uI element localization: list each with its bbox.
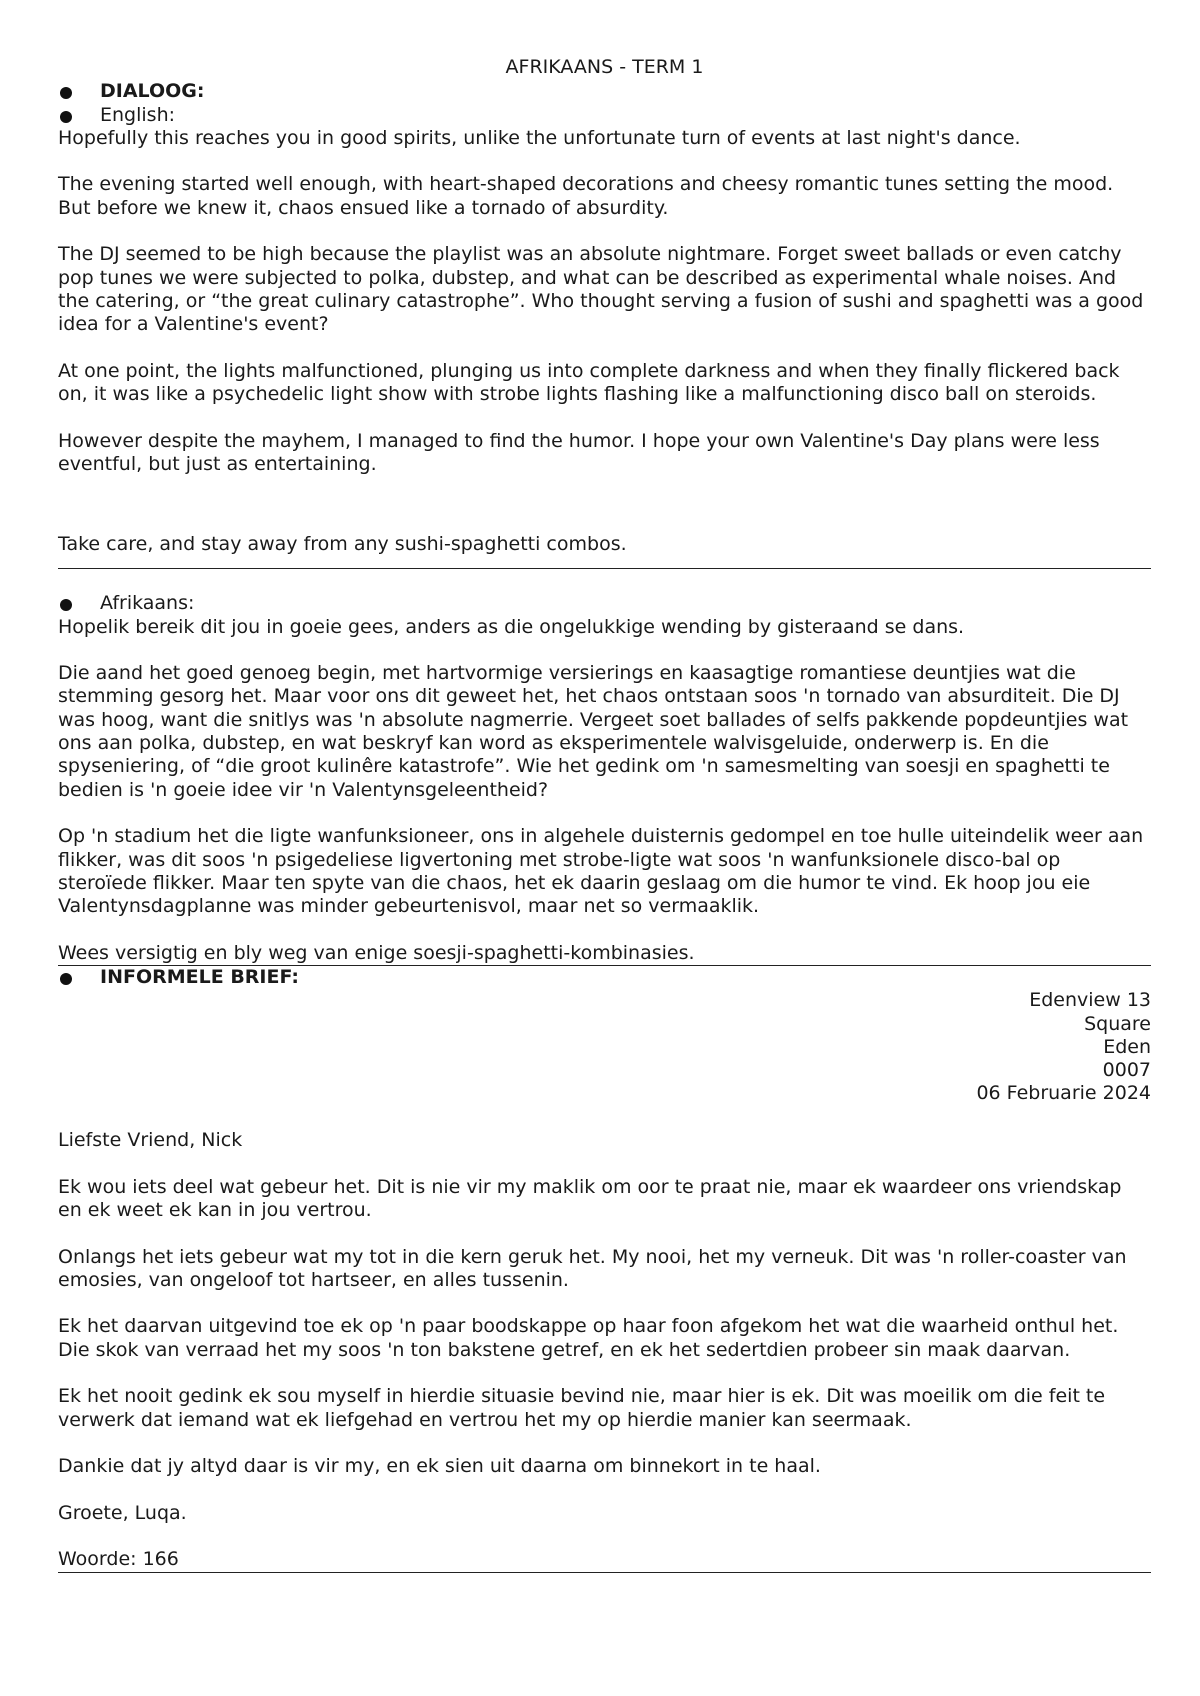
sender-address: [58, 989, 1151, 1105]
english-paragraph: The DJ seemed to be high because the playlist was an absolute nightmare. Forget sweet ballads or even catchy pop tunes we were subjected to polka, dubstep, and what can be described as experimental whale noises. And the catering, or “the great culinary catastrophe”. Who thought serving a fusion of sushi and spaghetti was a good idea for a Valentine's event?: [58, 243, 1144, 336]
dialogue-heading: DIALOOG:: [58, 80, 1151, 103]
bullet-icon: [60, 599, 72, 611]
address-line: Eden: [1103, 1035, 1151, 1058]
address-line: Edenview 13: [1029, 989, 1151, 1012]
afrikaans-label: Afrikaans:: [58, 592, 1151, 615]
afrikaans-paragraph: Hopelik bereik dit jou in goeie gees, anders as die ongelukkige wending by gisteraand se dans.: [58, 615, 965, 638]
bullet-icon: [60, 973, 72, 985]
letter-paragraph: Onlangs het iets gebeur wat my tot in die kern geruk het. My nooi, het my verneuk. Dit was 'n roller-coaster van emosies, van ongeloof tot hartseer, en alles tussenin.: [58, 1245, 1127, 1291]
english-closing: Take care, and stay away from any sushi-spaghetti combos.: [58, 532, 627, 555]
section-divider: [58, 556, 1151, 569]
letter-date: 06 Februarie 2024: [976, 1082, 1151, 1105]
letter-paragraph: Dankie dat jy altyd daar is vir my, en ek sien uit daarna om binnekort in te haal.: [58, 1455, 821, 1478]
letter-paragraph: Ek het nooit gedink ek sou myself in hierdie situasie bevind nie, maar hier is ek. Dit was moeilik om die feit te verwerk dat iemand wat ek liefgehad en vertrou het my op hierdie manier kan seermaak.: [58, 1385, 1106, 1431]
english-paragraph: At one point, the lights malfunctioned, plunging us into complete darkness and when they finally flickered back on, it was like a psychedelic light show with strobe lights flashing like a malfunctioning disco ball on steroids.: [58, 359, 1120, 406]
page-title: AFRIKAANS - TERM 1: [505, 56, 704, 78]
english-paragraph: The evening started well enough, with heart-shaped decorations and cheesy romantic tunes setting the mood. But before we knew it, chaos ensued like a tornado of absurdity.: [58, 173, 1114, 219]
address-line: Square: [1084, 1012, 1151, 1035]
letter-paragraph: Ek wou iets deel wat gebeur het. Dit is nie vir my maklik om oor te praat nie, maar ek waardeer ons vriendskap en ek weet ek kan in jou vertrou.: [58, 1175, 1122, 1221]
english-paragraph: However despite the mayhem, I managed to find the humor. I hope your own Valentine's Day plans were less eventful, but just as entertaining.: [58, 429, 1100, 476]
english-label: English:: [58, 104, 1151, 127]
letter-greeting: Liefste Vriend, Nick: [58, 1129, 243, 1152]
word-count: Woorde: 166: [58, 1548, 1151, 1572]
bullet-icon: [60, 87, 72, 99]
english-paragraph: Hopefully this reaches you in good spirits, unlike the unfortunate turn of events at last night's dance.: [58, 126, 1021, 149]
afrikaans-closing: Wees versigtig en bly weg van enige soesji-spaghetti-kombinasies.: [58, 942, 1151, 966]
bullet-icon: [60, 111, 72, 123]
letter-paragraph: Ek het daarvan uitgevind toe ek op 'n paar boodskappe op haar foon afgekom het wat die waarheid onthul het. Die skok van verraad het my soos 'n ton bakstene getref, en ek het sedertdien probeer sin maak daarvan.: [58, 1315, 1119, 1361]
afrikaans-paragraph: Die aand het goed genoeg begin, met hartvormige versierings en kaasagtige romantiese deuntjies wat die stemming gesorg het. Maar voor ons dit geweet het, het chaos ontstaan soos 'n tornado van absurditeit. Die DJ was hoog, want die snitlys was 'n absolute nagmerrie. Vergeet soet ballades of selfs pakkende popdeuntjies wat ons aan polka, dubstep, en wat beskryf kan word as eksperimentele walvisgeluide, onderwerp is. En die spyseniering, of “die groot kulinêre katastrofe”. Wie het gedink om 'n samesmelting van soesji en spaghetti te bedien is 'n goeie idee vir 'n Valentynsgeleentheid?: [58, 662, 1129, 801]
document-page: [58, 56, 1151, 1573]
afrikaans-paragraph: Op 'n stadium het die ligte wanfunksioneer, ons in algehele duisternis gedompel en toe hulle uiteindelik weer aan flikker, was dit soos 'n psigedeliese ligvertoning met strobe-ligte wat soos 'n wanfunksionele disco-bal op steroïede flikker. Maar ten spyte van die chaos, het ek daarin geslaag om die humor te vind. Ek hoop jou eie Valentynsdagplanne was minder gebeurtenisvol, maar net so vermaaklik.: [58, 825, 1144, 918]
letter-heading: INFORMELE BRIEF:: [58, 966, 1151, 989]
address-line: 0007: [1102, 1059, 1151, 1082]
letter-closing: Groete, Luqa.: [58, 1501, 187, 1524]
